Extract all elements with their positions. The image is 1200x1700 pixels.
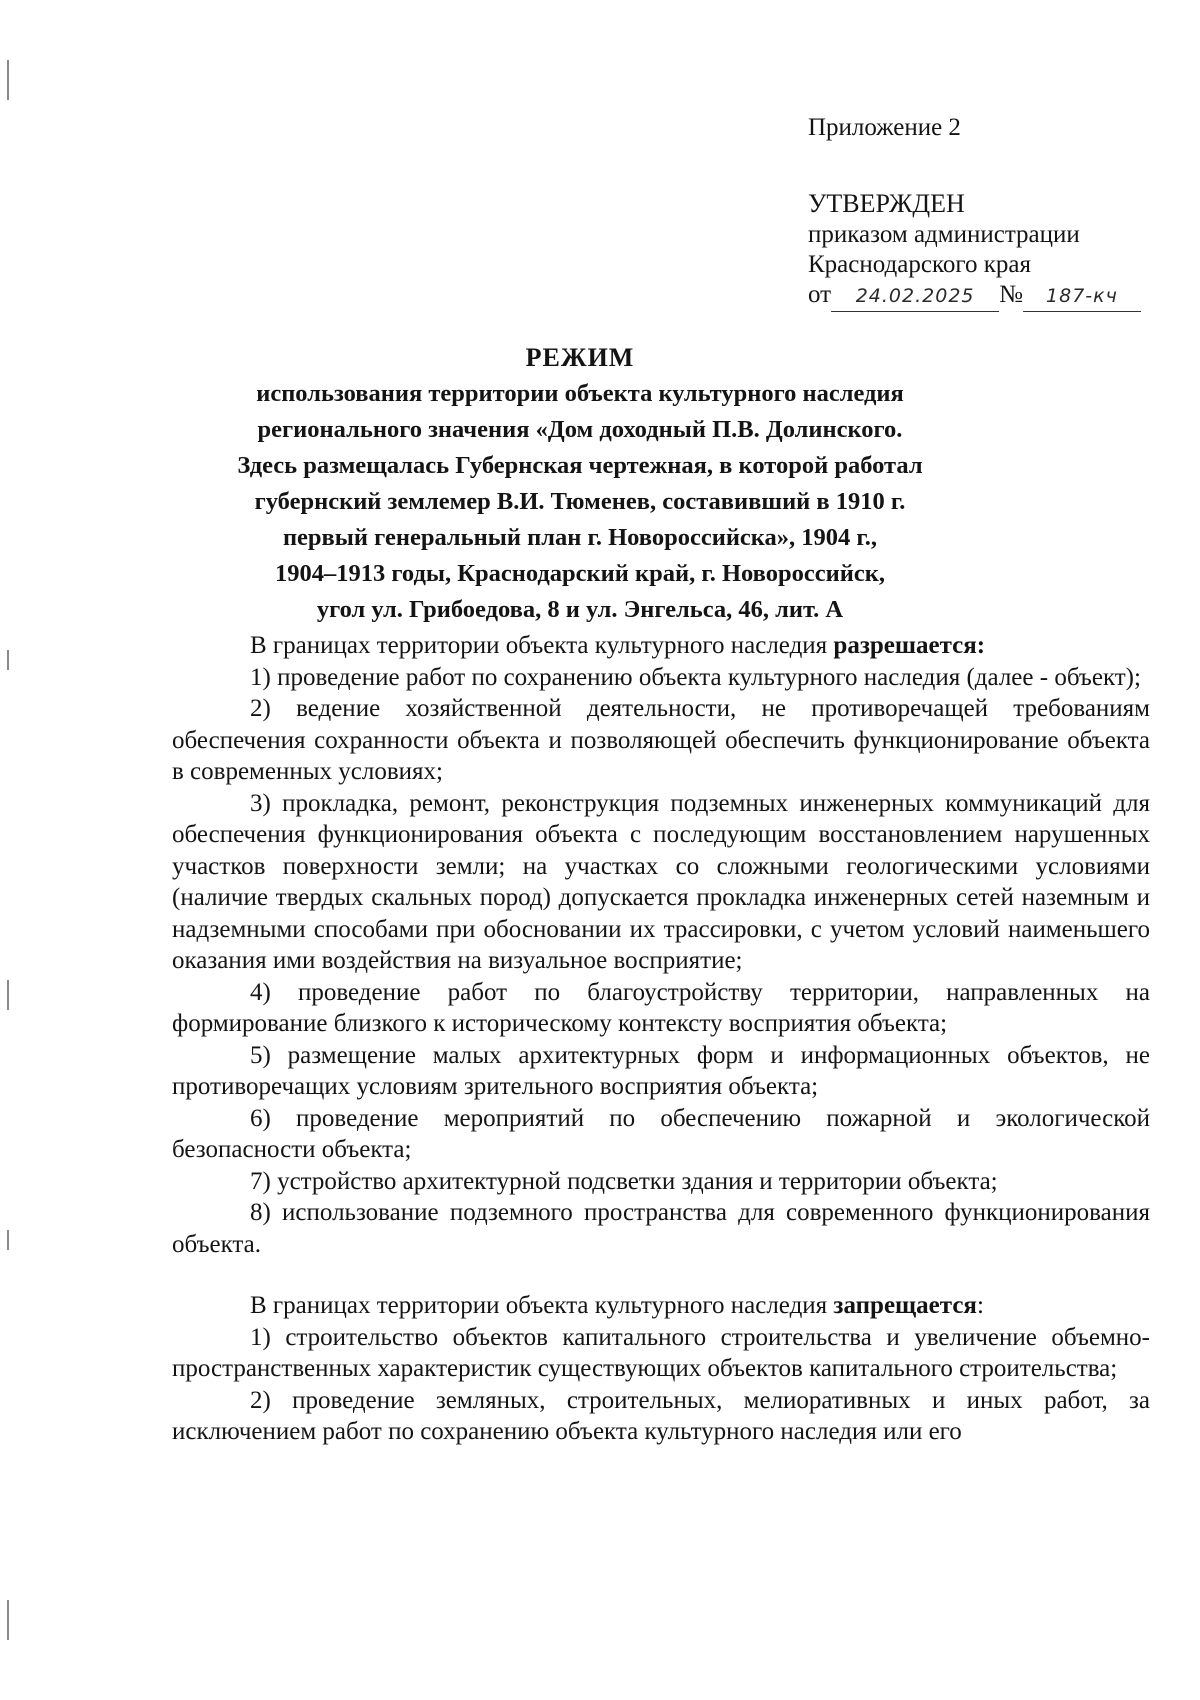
allowed-intro [172, 630, 1150, 662]
title-line: угол ул. Грибоедова, 8 и ул. Энгельса, 46, лит. А [316, 596, 844, 623]
document-title [150, 340, 1010, 628]
allowed-item: 8) использование подземного пространства для современного функционирования объекта. [172, 1199, 1150, 1258]
title-line: регионального значения «Дом доходный П.В. Долинского. [257, 416, 903, 443]
prohibited-intro-colon: : [976, 1292, 984, 1319]
section-gap [172, 1260, 1150, 1290]
order-issuer-line1: приказом администрации [808, 221, 1080, 248]
order-issuer-line2: Краснодарского края [808, 251, 1031, 278]
title-line: использования территории объекта культурного наследия [256, 380, 904, 407]
title-line: Здесь размещалась Губернская чертежная, в которой работал [237, 452, 923, 479]
title-line: первый генеральный план г. Новороссийска», 1904 г., [282, 524, 878, 551]
prohibited-intro-text: В границах территории объекта культурного наследия [250, 1292, 834, 1319]
prohibited-keyword: запрещается [833, 1292, 977, 1319]
title-main: РЕЖИМ [525, 343, 635, 372]
allowed-keyword: разрешается: [833, 632, 986, 659]
handwritten-order-number: 187-кч [1023, 281, 1141, 312]
allowed-item: 7) устройство архитектурной подсветки здания и территории объекта; [250, 1167, 998, 1195]
scan-edge-mark [7, 1600, 9, 1640]
prohibited-item: 2) проведение земляных, строительных, мелиоративных и иных работ, за исключением работ по сохранению объекта культурного наследия или его [172, 1386, 1150, 1445]
allowed-item: 3) прокладка, ремонт, реконструкция подземных инженерных коммуникаций для обеспечения функционирования объекта с последующим восстановлением нарушенных участков поверхности земли; на участках со сложными геологическими условиями (наличие твердых скальных пород) допускается прокладка инженерных сетей наземным и надземными способами при обосновании их трассировки, с учетом условий наименьшего оказания ими воздействия на визуальное восприятие; [172, 789, 1150, 974]
scan-edge-mark [7, 650, 9, 670]
allowed-item: 2) ведение хозяйственной деятельности, не противоречащей требованиям обеспечения сохранности объекта и позволяющей обеспечить функционирование объекта в современных условиях; [172, 695, 1150, 785]
allowed-item: 4) проведение работ по благоустройству территории, направленных на формирование близкого к историческому контексту восприятия объекта; [172, 978, 1150, 1037]
allowed-item: 5) размещение малых архитектурных форм и информационных объектов, не противоречащих условиям зрительного восприятия объекта; [172, 1041, 1150, 1100]
scan-edge-mark [7, 980, 9, 1010]
number-sign: № [999, 281, 1023, 308]
allowed-item: 1) проведение работ по сохранению объекта культурного наследия (далее - объект); [250, 663, 1141, 691]
scan-edge-mark [7, 60, 9, 100]
appendix-label: Приложение 2 [808, 114, 961, 141]
allowed-intro-text: В границах территории объекта культурного наследия [250, 632, 834, 659]
order-date-number [808, 280, 1188, 312]
document-body [172, 630, 1150, 1448]
order-prefix: от [808, 281, 832, 308]
prohibited-item: 1) строительство объектов капитального строительства и увеличение объемно-пространственных характеристик существующих объектов капитального строительства; [172, 1323, 1150, 1382]
approval-header [808, 112, 1188, 312]
approved-label: УТВЕРЖДЕН [808, 189, 965, 218]
prohibited-intro [172, 1290, 1150, 1322]
allowed-item: 6) проведение мероприятий по обеспечению пожарной и экологической безопасности объекта; [172, 1104, 1150, 1163]
title-line: губернский землемер В.И. Тюменев, составивший в 1910 г. [254, 488, 906, 515]
handwritten-date: 24.02.2025 [831, 281, 999, 312]
title-line: 1904–1913 годы, Краснодарский край, г. Новороссийск, [275, 560, 885, 587]
scan-edge-mark [7, 1230, 9, 1250]
